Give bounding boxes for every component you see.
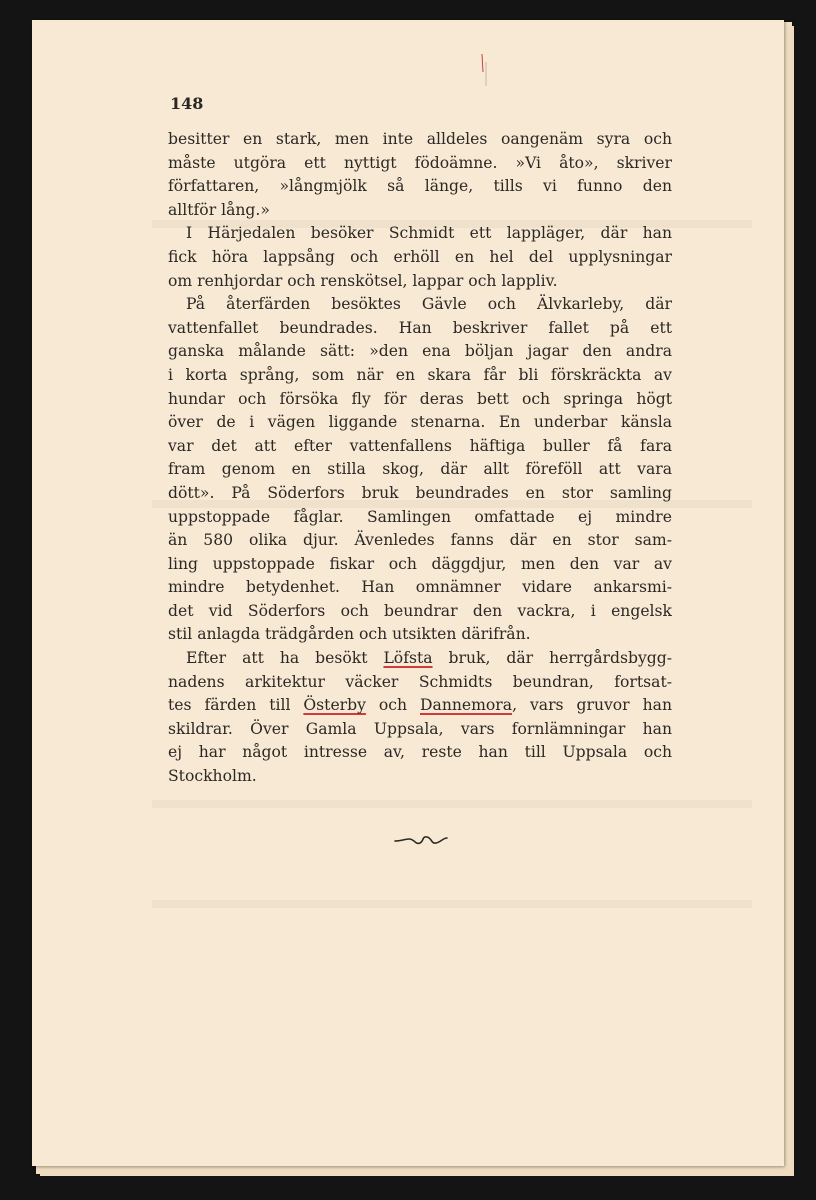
bleed-through: [152, 900, 752, 908]
body-text: [168, 128, 672, 789]
text-line: [168, 694, 672, 718]
text-line: fick höra lappsång och erhöll en hel del upplysningar: [168, 247, 672, 266]
text-line: än 580 olika djur. Ävenledes fanns där en stor sam-: [168, 531, 672, 550]
text-line: var det att efter vattenfallens häftiga buller få fara: [168, 436, 672, 455]
underlined-place-osterby: Österby: [303, 696, 366, 715]
text-segment: Efter att ha besökt: [186, 649, 384, 668]
text-line: På återfärden besöktes Gävle och Älvkarleby, där: [186, 295, 672, 314]
text-line: om renhjordar och renskötsel, lappar och lappliv.: [168, 271, 558, 290]
underlined-place-lofsta: Löfsta: [383, 649, 433, 668]
text-line: fram genom en stilla skog, där allt föreföll att vara: [168, 460, 672, 479]
text-line: ej har något intresse av, reste han till Uppsala och: [168, 743, 672, 762]
text-line: alltför lång.»: [168, 200, 270, 219]
text-line: nadens arkitektur väcker Schmidts beundran, fortsat-: [168, 672, 672, 691]
page-number: 148: [170, 94, 204, 113]
text-segment: tes färden till: [168, 696, 304, 715]
text-line: författaren, »långmjölk så länge, tills vi funno den: [168, 177, 672, 196]
text-line: Stockholm.: [168, 767, 257, 786]
pencil-mark: [480, 50, 488, 90]
text-line: vattenfallet beundrades. Han beskriver fallet på ett: [168, 318, 672, 337]
text-line: det vid Söderfors och beundrar den vackra, i engelsk: [168, 601, 672, 620]
text-line: mindre betydenhet. Han omnämner vidare ankarsmi-: [168, 578, 672, 597]
text-line: uppstoppade fåglar. Samlingen omfattade ej mindre: [168, 507, 672, 526]
text-line: I Härjedalen besöker Schmidt ett lappläger, där han: [186, 224, 672, 243]
text-line: över de i vägen liggande stenarna. En underbar känsla: [168, 413, 672, 432]
bleed-through: [152, 800, 752, 808]
end-ornament-icon: [391, 828, 451, 850]
text-line: i korta språng, som när en skara får bli förskräckta av: [168, 365, 672, 384]
text-segment: och: [365, 696, 421, 715]
text-line: ganska målande sätt: »den ena böljan jagar den andra: [168, 342, 672, 361]
text-line: besitter en stark, men inte alldeles oangenäm syra och: [168, 130, 672, 148]
underlined-place-dannemora: Dannemora: [420, 696, 513, 715]
text-line: dött». På Söderfors bruk beundrades en stor samling: [168, 483, 672, 502]
text-segment: , vars gruvor han: [512, 696, 672, 715]
text-line: ling uppstoppade fiskar och däggdjur, men den var av: [168, 554, 672, 573]
text-line: [168, 647, 672, 671]
text-line: stil anlagda trädgården och utsikten därifrån.: [168, 625, 531, 644]
text-line: måste utgöra ett nyttigt födoämne. »Vi åto», skriver: [168, 153, 672, 172]
text-line: hundar och försöka fly för deras bett och springa högt: [168, 389, 672, 408]
text-line: skildrar. Över Gamla Uppsala, vars fornlämningar han: [168, 719, 672, 738]
text-segment: bruk, där herrgårdsbygg-: [432, 649, 672, 668]
